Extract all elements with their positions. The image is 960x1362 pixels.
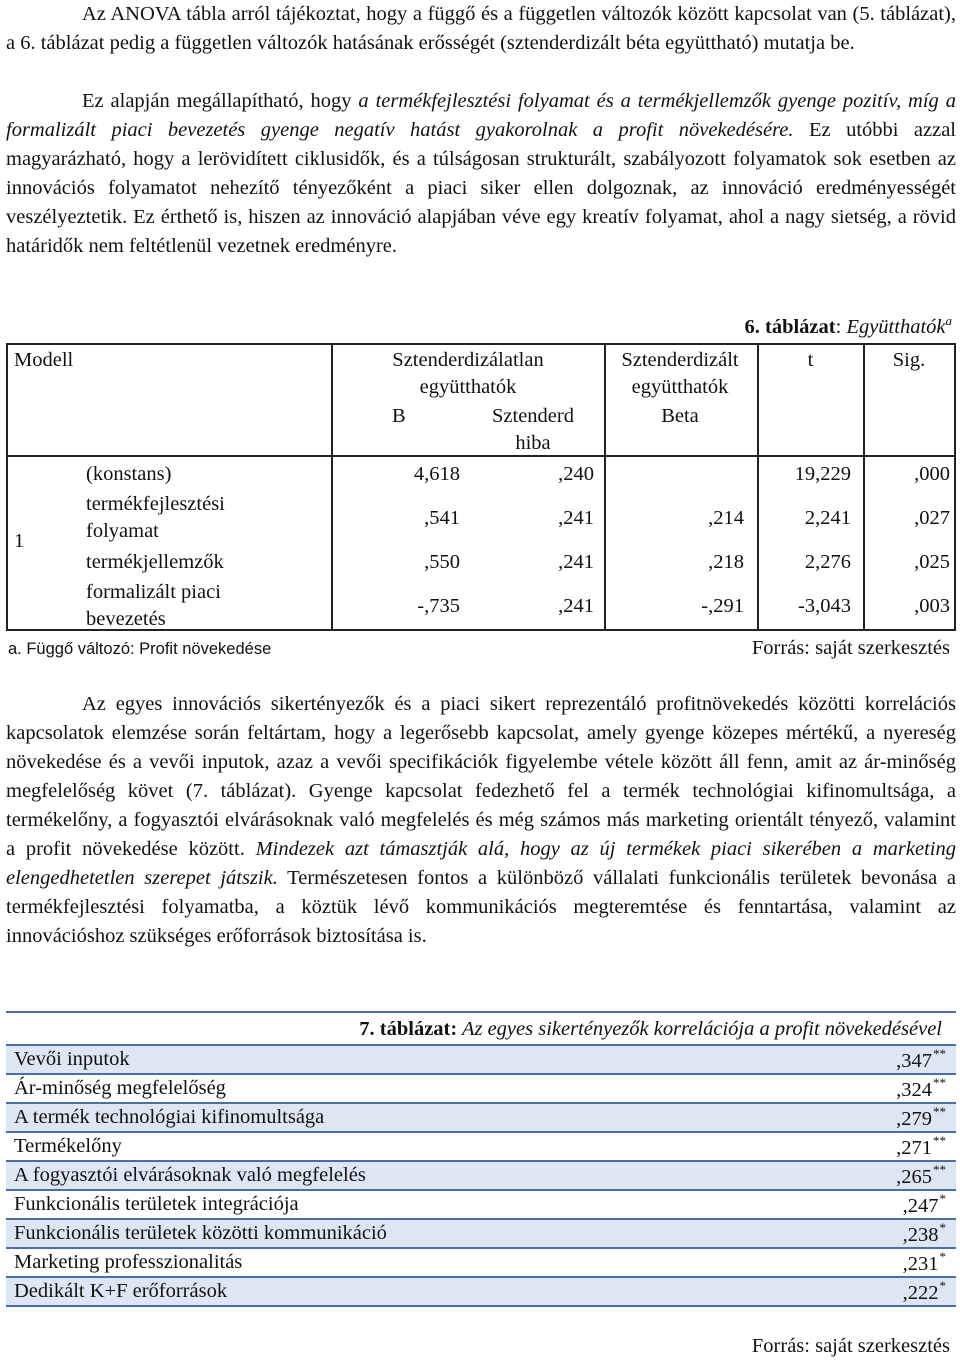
table7-caption	[6, 1014, 956, 1044]
table7-caption-number: 7. táblázat:	[359, 1018, 458, 1040]
significance-marker: *	[939, 1220, 946, 1235]
table6-footnote: a. Függő változó: Profit növekedése	[8, 640, 272, 658]
paragraph-rest: Természetesen fontos a különböző vállalati funkcionális területek bevonása a termékfejlesztési folyamatba, a köztük lévő kommunikációs megteremtése és fenntartása, valamint az innovációshoz szükséges erőforrások biztosítása is.	[6, 867, 957, 947]
significance-marker: **	[933, 1133, 946, 1148]
cell-sig: ,027	[914, 507, 950, 529]
table6-caption-sup: a	[945, 313, 952, 328]
cell-b: ,541	[424, 507, 460, 529]
row-label: Ár-minőség megfelelőség	[14, 1077, 226, 1099]
row-value: ,222	[902, 1282, 939, 1304]
table-row	[6, 1044, 956, 1073]
intro-text: Az ANOVA tábla arról tájékoztat, hogy a függő és a független változók között kapcsolat van (5. táblázat), a 6. táblázat pedig a független változók hatásának erősségét (sztenderdizált béta együttható) mutatja be.	[6, 3, 956, 54]
cell-sig: ,025	[914, 551, 950, 573]
paragraph-lead: Ez alapján megállapítható, hogy	[82, 90, 359, 112]
row-value: ,271	[896, 1137, 932, 1159]
cell-beta: -,291	[701, 595, 744, 617]
row-label: (konstans)	[86, 463, 172, 485]
cell-beta: ,218	[708, 551, 744, 573]
header-sig: Sig.	[892, 349, 926, 371]
row-label: A termék technológiai kifinomultsága	[14, 1106, 325, 1128]
table-row	[6, 1276, 956, 1305]
paragraph-lead: Az egyes innovációs sikertényezők és a piaci sikert reprezentáló profitnövekedés közötti korrelációs kapcsolatok elemzése során feltártam, hogy a legerősebb kapcsolat, amely gyenge közepes mértékű, a nyereség növekedése és a vevői inputok, azaz a vevői specifikációk figyelembe vétele között áll fenn, amit az ár-minőség megfelelőség követ (7. táblázat). Gyenge kapcsolat fedezhető fel a termék technológiai kifinomultsága, a termékelőny, a fogyasztói elvárásoknak való megfelelés és még számos más marketing orientált tényező, valamint a profit növekedése között.	[6, 693, 956, 860]
significance-marker: **	[933, 1104, 946, 1119]
row-value: ,231	[902, 1253, 939, 1275]
row-value: ,324	[896, 1079, 932, 1101]
table7-source: Forrás: saját szerkesztés	[751, 1335, 950, 1357]
cell-t: 2,241	[804, 507, 851, 529]
cell-t: -3,043	[798, 595, 851, 617]
table-row	[6, 1131, 956, 1160]
row-value: ,279	[896, 1108, 932, 1130]
row-label: formalizált piaci bevezetés	[86, 581, 221, 630]
table6-caption	[745, 313, 953, 339]
header-unstandardized: Sztenderdizálatlan együtthatók	[392, 349, 544, 398]
significance-marker: **	[933, 1046, 946, 1061]
cell-t: 2,276	[804, 551, 851, 573]
row-value: ,238	[902, 1224, 939, 1246]
cell-t: 19,229	[794, 463, 851, 485]
correlation-table	[6, 1011, 956, 1307]
row-label: termékfejlesztési folyamat	[86, 493, 225, 542]
cell-b: 4,618	[413, 463, 460, 485]
table7-caption-title: Az egyes sikertényezők korrelációja a profit növekedésével	[457, 1018, 942, 1040]
row-label: Vevői inputok	[14, 1048, 130, 1070]
model-number: 1	[14, 530, 25, 552]
paragraph-italic: Mindezek azt támasztják alá, hogy az új termékek piaci sikerében a marketing elengedhetetlen szerepet játszik.	[6, 838, 956, 889]
cell-b: -,735	[417, 595, 460, 617]
row-value: ,347	[896, 1050, 932, 1072]
cell-sig: ,000	[914, 463, 950, 485]
cell-b: ,550	[424, 551, 460, 573]
row-label: Marketing professzionalitás	[14, 1251, 243, 1273]
paragraph-italic: a termékfejlesztési folyamat és a termékjellemzők gyenge pozitív, míg a formalizált piaci bevezetés gyenge negatív hatást gyakorolnak a profit növekedésére.	[6, 90, 956, 141]
cell-sig: ,003	[914, 595, 950, 617]
table-row	[6, 1073, 956, 1102]
significance-marker: **	[933, 1162, 946, 1177]
table-row	[6, 1247, 956, 1276]
table-row	[6, 1189, 956, 1218]
table-row	[6, 1160, 956, 1189]
cell-se: ,241	[558, 595, 594, 617]
table7-rows	[6, 1044, 956, 1307]
cell-se: ,241	[558, 551, 594, 573]
row-label: Funkcionális területek integrációja	[14, 1193, 299, 1215]
paragraph-rest: Ez utóbbi azzal magyarázható, hogy a lerövidített ciklusidők, és a túlságosan strukturált, szabályozott folyamatok sok esetben az innovációs folyamatot nehezítő tényezőként a piaci siker ellen dolgoznak, az innováció eredményességét veszélyeztetik. Ez érthető is, hiszen az innováció alapjában véve egy kreatív folyamat, ahol a nagy sietség, a rövid határidők nem feltétlenül vezetnek eredményre.	[6, 119, 957, 257]
header-t: t	[807, 349, 814, 371]
significance-marker: *	[939, 1278, 946, 1293]
row-label: termékjellemzők	[86, 551, 224, 573]
row-label: Dedikált K+F erőforrások	[14, 1280, 228, 1302]
header-std-error: Sztenderd hiba	[492, 405, 574, 454]
table-row	[6, 1102, 956, 1131]
intro-paragraph	[6, 0, 956, 58]
row-label: Funkcionális területek közötti kommunikáció	[14, 1222, 387, 1244]
header-model: Modell	[14, 349, 74, 371]
header-b: B	[392, 405, 406, 427]
significance-marker: **	[933, 1075, 946, 1090]
table6-caption-sep: :	[835, 315, 847, 338]
significance-marker: *	[939, 1249, 946, 1264]
header-beta: Beta	[661, 405, 699, 427]
cell-beta: ,214	[708, 507, 744, 529]
row-value: ,247	[902, 1195, 939, 1217]
table6-caption-number: 6. táblázat	[744, 315, 836, 338]
cell-se: ,240	[558, 463, 594, 485]
table-row	[6, 1218, 956, 1247]
cell-se: ,241	[558, 507, 594, 529]
header-standardized: Sztenderdizált együtthatók	[621, 349, 739, 398]
row-value: ,265	[896, 1166, 932, 1188]
table6-caption-title: Együtthatók	[846, 315, 946, 338]
significance-marker: *	[939, 1191, 946, 1206]
coefficients-table	[6, 343, 956, 631]
row-label: A fogyasztói elvárásoknak való megfelelés	[14, 1164, 366, 1186]
row-label: Termékelőny	[14, 1135, 122, 1157]
table6-source: Forrás: saját szerkesztés	[751, 637, 950, 659]
paragraph-correlations	[6, 690, 956, 951]
paragraph-effects	[6, 87, 956, 261]
